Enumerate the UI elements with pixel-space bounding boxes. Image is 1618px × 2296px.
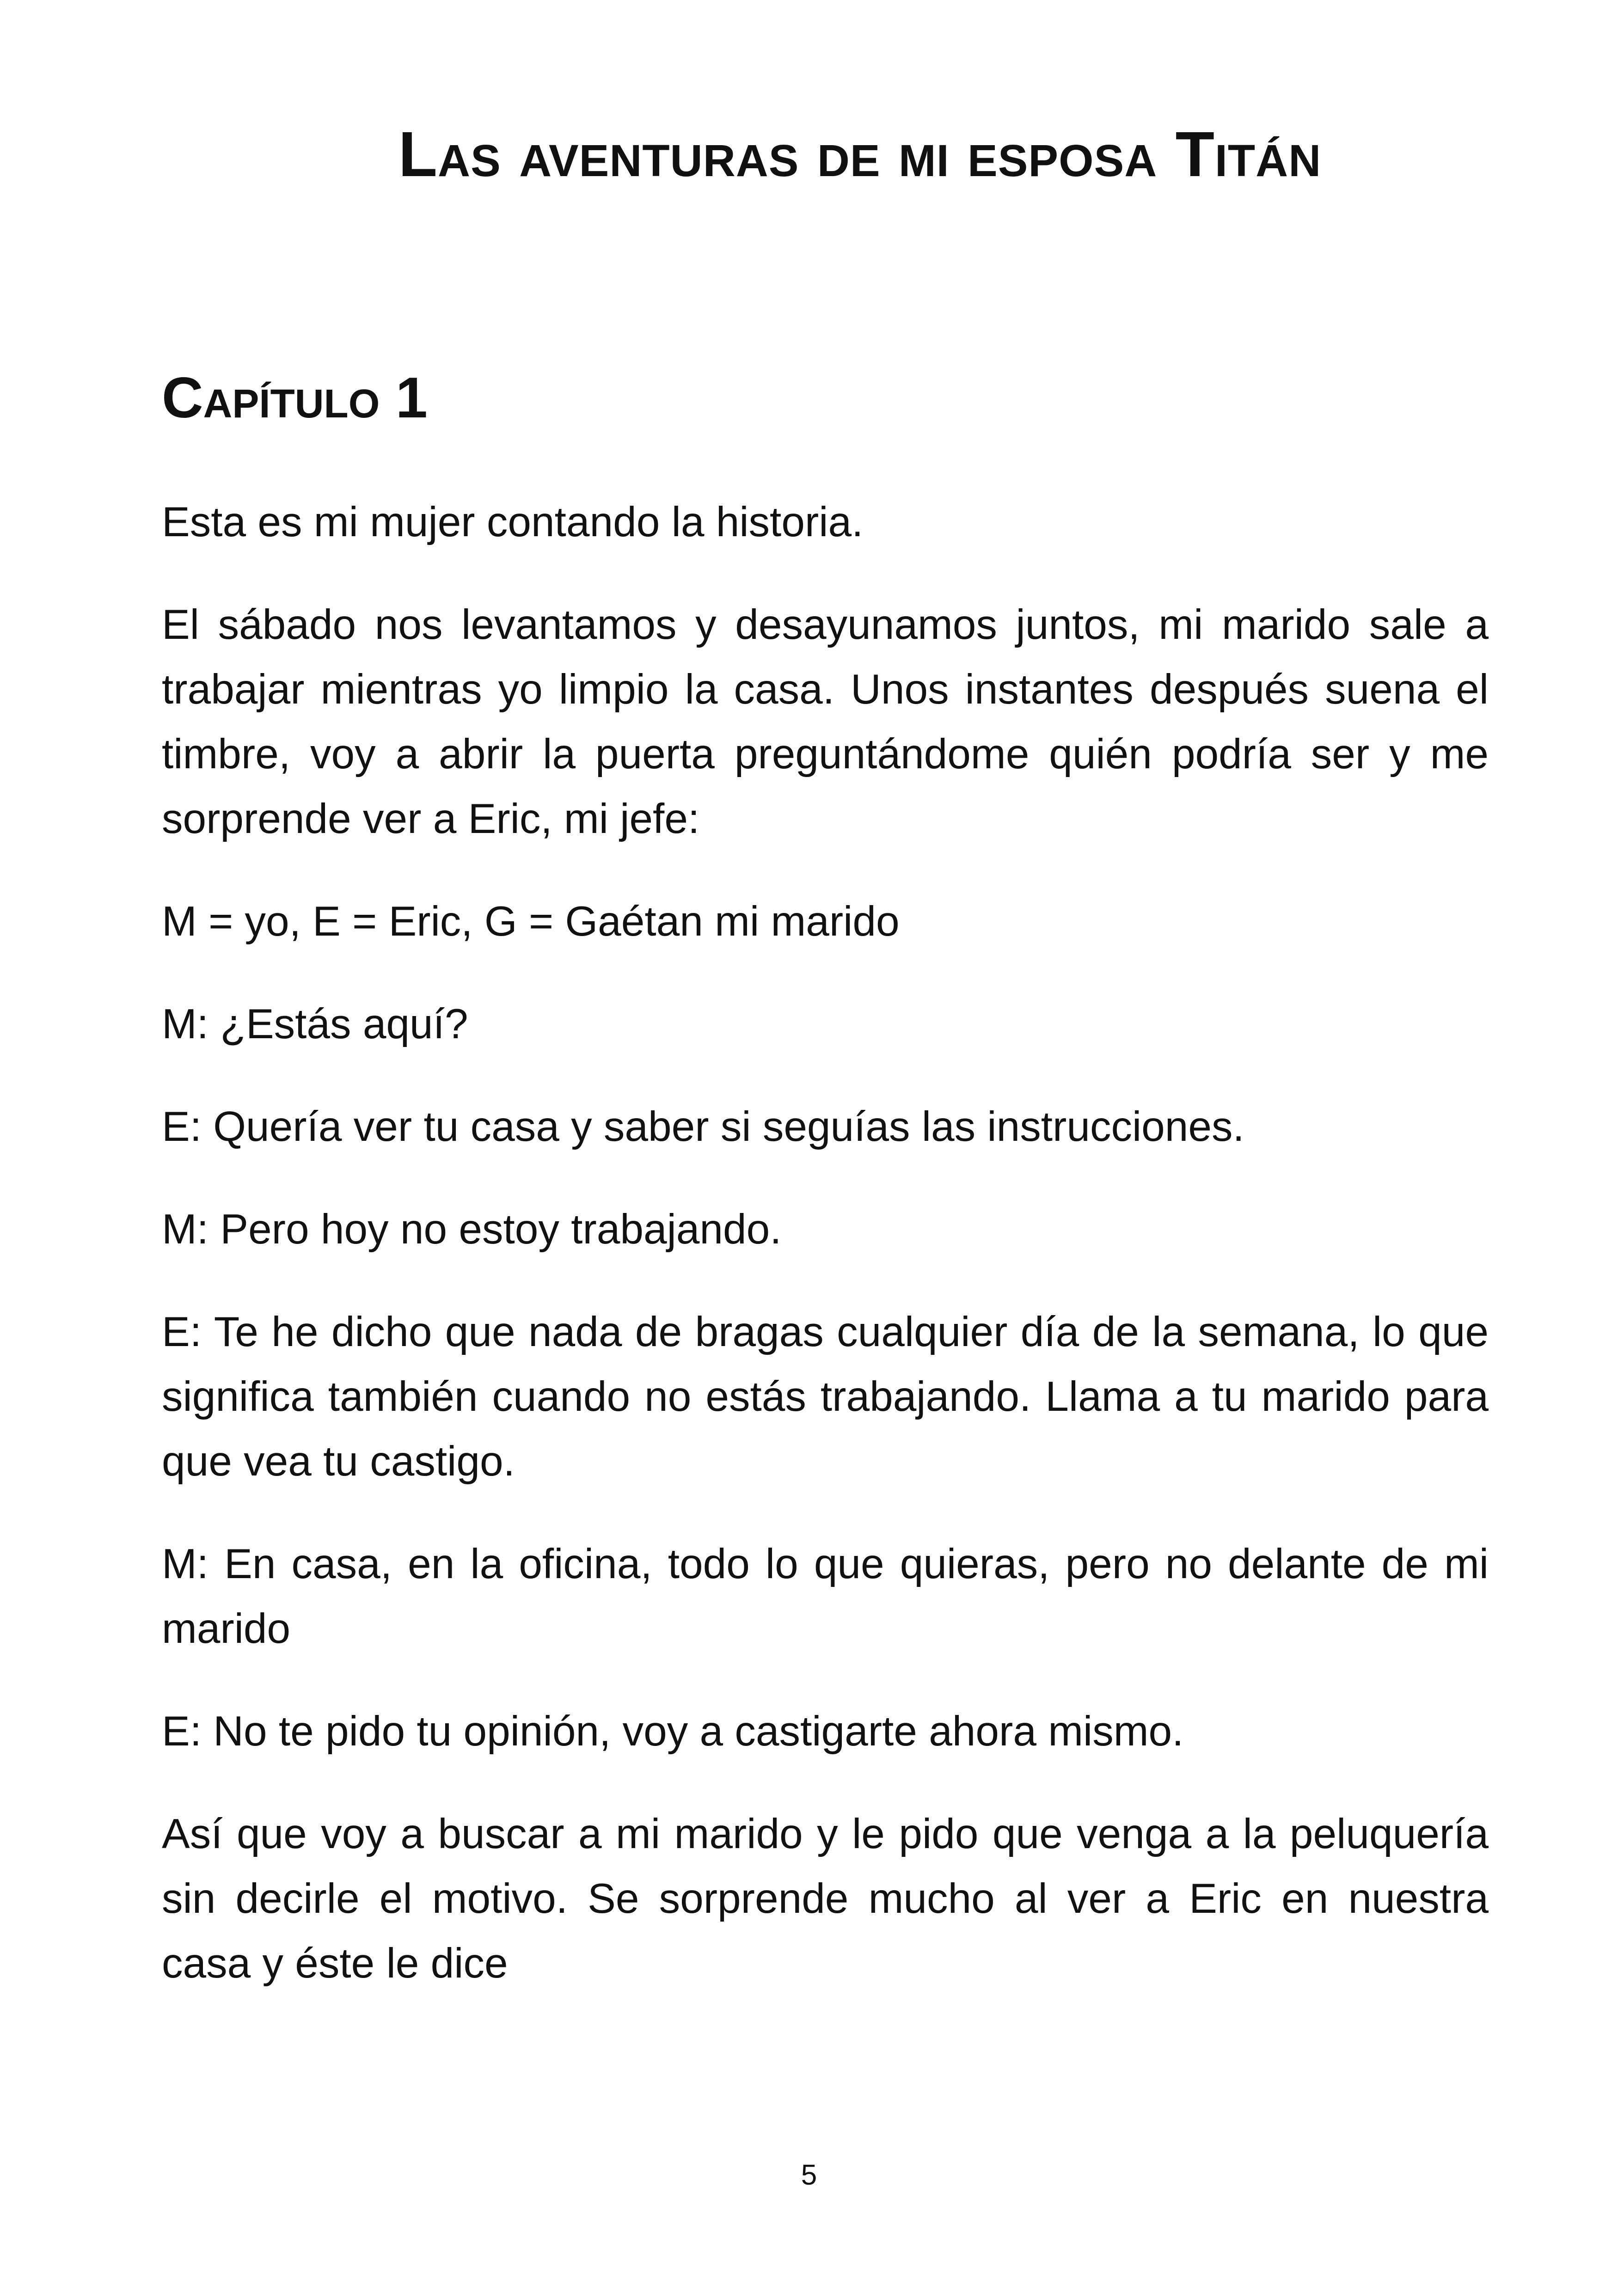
chapter-title: Capítulo 1 (162, 366, 428, 430)
paragraph: M: En casa, en la oficina, todo lo que quieras, pero no delante de mi marido (162, 1541, 1489, 1652)
paragraph: Así que voy a buscar a mi marido y le pido que venga a la peluquería sin decirle el motivo. Se sorprende mucho al ver a Eric en nuestra casa y éste le dice (162, 1811, 1489, 1987)
paragraph: E: No te pido tu opinión, voy a castigarte ahora mismo. (162, 1708, 1184, 1755)
book-title: Las aventuras de mi esposa Titán (398, 119, 1322, 190)
paragraph: M: Pero hoy no estoy trabajando. (162, 1206, 782, 1253)
paragraph: E: Te he dicho que nada de bragas cualquier día de la semana, lo que significa también cuando no estás trabajando. Llama a tu marido para que vea tu castigo. (162, 1309, 1489, 1485)
paragraph: El sábado nos levantamos y desayunamos juntos, mi marido sale a trabajar mientras yo limpio la casa. Unos instantes después suena el timbre, voy a abrir la puerta preguntándome quién podría ser y me sorprende ver a Eric, mi jefe: (162, 601, 1489, 842)
paragraph: E: Quería ver tu casa y saber si seguías las instrucciones. (162, 1103, 1244, 1150)
page-number: 5 (801, 2159, 817, 2191)
paragraph: M = yo, E = Eric, G = Gaétan mi marido (162, 898, 900, 945)
paragraph: M: ¿Estás aquí? (162, 1001, 468, 1047)
chapter-body (162, 490, 1489, 2034)
paragraph: Esta es mi mujer contando la historia. (162, 499, 864, 545)
